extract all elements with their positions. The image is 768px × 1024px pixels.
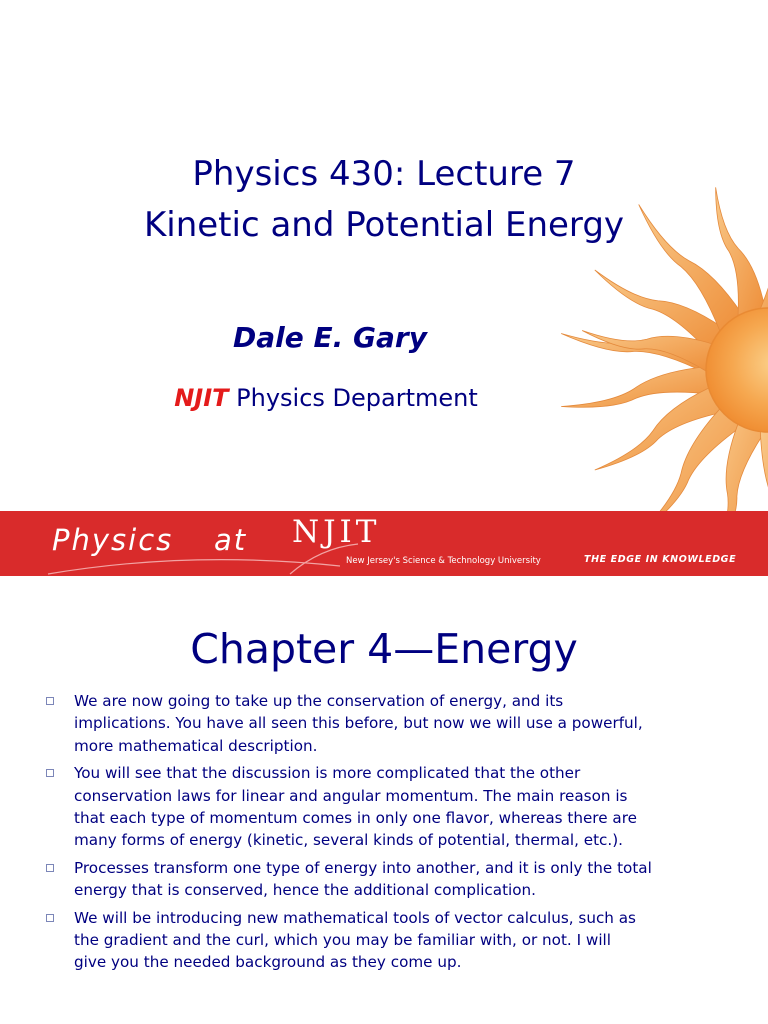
bullet-item — [44, 690, 744, 757]
university-name: New Jersey's Science & Technology University — [346, 556, 541, 566]
bullet-line: We are now going to take up the conservation of energy, and its — [74, 692, 564, 710]
bullet-line: that each type of momentum comes in only one flavor, whereas there are — [74, 809, 637, 828]
bullet-line: more mathematical description. — [74, 736, 318, 755]
bullet-line: We will be introducing new mathematical tools of vector calculus, such as — [74, 908, 636, 927]
bullet-item — [44, 907, 744, 974]
bullet-item — [44, 762, 744, 852]
lecture-title: Physics 430: Lecture 7 — [192, 154, 576, 194]
bullet-line: Processes transform one type of energy into another, and it is only the total — [74, 858, 652, 877]
njit-label: NJIT — [174, 384, 229, 412]
lecture-subtitle: Kinetic and Potential Energy — [143, 205, 625, 245]
hollow-square-bullet-icon — [46, 697, 54, 705]
bullet-item — [44, 857, 744, 902]
hollow-square-bullet-icon — [46, 914, 54, 922]
banner-physics-text: Physics — [52, 523, 174, 557]
njit-logo: NJIT — [292, 514, 381, 550]
bullet-line: implications. You have all seen this before, but now we will use a powerful, — [74, 714, 643, 733]
banner-at-text: at — [214, 523, 248, 557]
chapter-title: Chapter 4—Energy — [190, 625, 578, 673]
department — [0, 382, 652, 414]
bullet-line: conservation laws for linear and angular momentum. The main reason is — [74, 786, 628, 805]
bullet-line: You will see that the discussion is more complicated that the other — [74, 764, 581, 783]
author-name: Dale E. Gary — [233, 321, 427, 354]
bullet-line: give you the needed background as they come up. — [74, 953, 462, 972]
hollow-square-bullet-icon — [46, 864, 54, 872]
banner-tagline: THE EDGE IN KNOWLEDGE — [584, 554, 737, 565]
bullet-line: the gradient and the curl, which you may be familiar with, or not. I will — [74, 931, 611, 950]
department-label: Physics Department — [228, 384, 478, 412]
bullet-list — [44, 690, 744, 979]
hollow-square-bullet-icon — [46, 769, 54, 777]
bullet-line: energy that is conserved, hence the additional complication. — [74, 881, 536, 900]
bullet-line: many forms of energy (kinetic, several kinds of potential, thermal, etc.). — [74, 831, 623, 850]
